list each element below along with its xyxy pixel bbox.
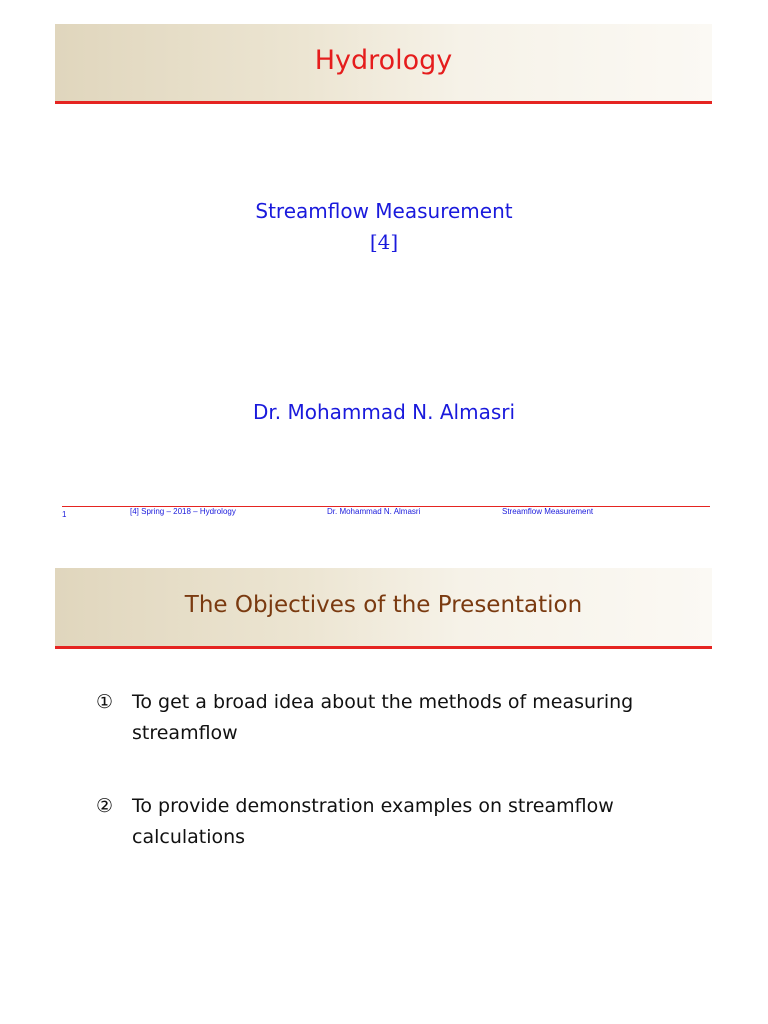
footer-page-number: 1 [62, 510, 67, 519]
slide2-title: The Objectives of the Presentation [184, 592, 583, 618]
objective-item [96, 791, 696, 853]
footer-topic: Streamflow Measurement [502, 507, 594, 516]
objective-number-icon: ② [96, 795, 114, 817]
slide1-title: Hydrology [314, 45, 453, 76]
slide2-header-band [55, 568, 712, 649]
slide1-author: Dr. Mohammad N. Almasri [252, 400, 516, 424]
objective-item [96, 687, 696, 749]
slide1-header-band [55, 24, 712, 104]
slide1-lecture-number: [4] [369, 230, 399, 254]
objective-text: To get a broad idea about the methods of measuring streamflow [132, 691, 634, 744]
footer-author: Dr. Mohammad N. Almasri [327, 507, 421, 516]
slide1-subtitle: Streamflow Measurement [255, 199, 513, 223]
objective-text: To provide demonstration examples on streamflow calculations [132, 795, 614, 848]
footer-course: [4] Spring – 2018 – Hydrology [130, 507, 236, 516]
objective-number-icon: ① [96, 691, 114, 713]
